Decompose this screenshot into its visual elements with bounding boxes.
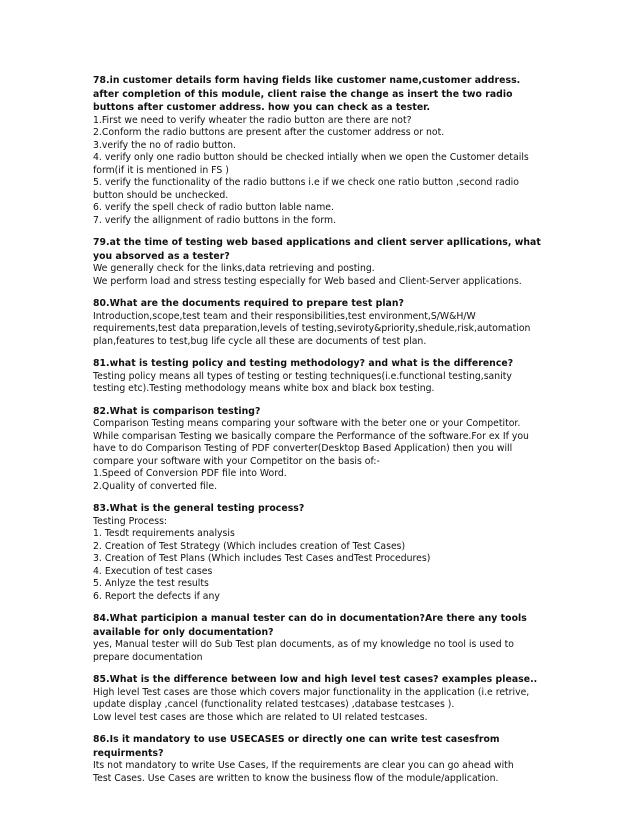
question-heading xyxy=(93,357,553,371)
answer-line: yes, Manual tester will do Sub Test plan documents, as of my knowledge no tool is used to xyxy=(93,639,514,650)
answer-line: update display ,cancel (functionality related testcases) ,database testcases ). xyxy=(93,699,455,710)
answer-line: 2.Quality of converted file. xyxy=(93,480,218,492)
answer-line: 3.verify the no of radio button. xyxy=(93,139,236,151)
answer-line: form(if it is mentioned in FS ) xyxy=(93,164,229,176)
question-line: 84.What participion a manual tester can do in documentation?Are there any tools xyxy=(93,613,527,624)
answer-line: 1. Tesdt requirements analysis xyxy=(93,528,235,539)
answer-line: plan,features to test,bug life cycle all these are documents of test plan. xyxy=(93,335,427,347)
question-line: 85.What is the difference between low and high level test cases? examples please.. xyxy=(93,674,538,685)
answer-line: 1.Speed of Conversion PDF file into Word. xyxy=(93,468,287,479)
question-line: requirments? xyxy=(93,747,164,759)
question-line: available for only documentation? xyxy=(93,626,274,638)
qa-block-83 xyxy=(93,502,553,603)
question-line: 80.What are the documents required to prepare test plan? xyxy=(93,298,404,309)
answer-text xyxy=(93,115,553,228)
answer-line: 6. verify the spell check of radio button lable name. xyxy=(93,202,334,213)
qa-block-78 xyxy=(93,74,553,227)
document-page xyxy=(93,74,553,794)
answer-line: 5. verify the functionality of the radio buttons i.e if we check one ratio button ,second radio xyxy=(93,177,519,188)
answer-text xyxy=(93,263,553,288)
question-line: 83.What is the general testing process? xyxy=(93,503,305,514)
question-heading xyxy=(93,733,553,760)
qa-block-86 xyxy=(93,733,553,785)
answer-line: 4. Execution of test cases xyxy=(93,565,213,577)
question-line: 82.What is comparison testing? xyxy=(93,405,261,417)
qa-block-79 xyxy=(93,236,553,288)
answer-line: have to do Comparison Testing of PDF converter(Desktop Based Application) then you will xyxy=(93,443,513,454)
answer-line: We perform load and stress testing especially for Web based and Client-Server applications. xyxy=(93,275,522,287)
qa-block-82 xyxy=(93,405,553,494)
answer-line: While comparisan Testing we basically compare the Performance of the software.For ex If you xyxy=(93,430,529,442)
answer-text xyxy=(93,371,553,396)
answer-text xyxy=(93,516,553,604)
answer-line: 3. Creation of Test Plans (Which includes Test Cases andTest Procedures) xyxy=(93,553,431,564)
question-line: 86.Is it mandatory to use USECASES or directly one can write test casesfrom xyxy=(93,734,500,745)
answer-text xyxy=(93,418,553,493)
answer-line: 6. Report the defects if any xyxy=(93,590,220,602)
answer-line: compare your software with your Competitor on the basis of:- xyxy=(93,455,380,467)
question-heading xyxy=(93,405,553,419)
answer-line: We generally check for the links,data retrieving and posting. xyxy=(93,263,375,274)
question-line: 78.in customer details form having fields like customer name,customer address. xyxy=(93,75,521,86)
answer-line: testing etc).Testing methodology means white box and black box testing. xyxy=(93,383,435,394)
answer-line: 4. verify only one radio button should be checked intially when we open the Customer details xyxy=(93,152,529,163)
qa-block-85 xyxy=(93,673,553,724)
answer-line: prepare documentation xyxy=(93,651,203,663)
answer-line: requirements,test data preparation,levels of testing,seviroty&priority,shedule,risk,automation xyxy=(93,323,531,334)
qa-block-84 xyxy=(93,612,553,664)
answer-line: Testing policy means all types of testing or testing techniques(i.e.functional testing,sanity xyxy=(93,370,512,382)
answer-line: 1.First we need to verify wheater the radio button are there are not? xyxy=(93,114,412,126)
answer-text xyxy=(93,311,553,349)
answer-line: Its not mandatory to write Use Cases, If the requirements are clear you can go ahead with xyxy=(93,760,514,771)
question-heading xyxy=(93,673,553,687)
question-line: you absorved as a tester? xyxy=(93,250,230,262)
answer-text xyxy=(93,687,553,725)
answer-line: 2. Creation of Test Strategy (Which includes creation of Test Cases) xyxy=(93,540,406,552)
answer-line: High level Test cases are those which covers major functionality in the application (i.e retrive, xyxy=(93,686,530,698)
answer-line: Introduction,scope,test team and their responsibilities,test environment,S/W&H/W xyxy=(93,310,476,322)
answer-text xyxy=(93,760,553,785)
answer-line: Test Cases. Use Cases are written to know the business flow of the module/application. xyxy=(93,772,499,784)
answer-line: Comparison Testing means comparing your software with the beter one or your Competitor. xyxy=(93,418,521,429)
answer-line: button should be unchecked. xyxy=(93,189,229,201)
question-heading xyxy=(93,612,553,639)
answer-line: 5. Anlyze the test results xyxy=(93,578,209,589)
question-heading xyxy=(93,502,553,516)
question-line: 81.what is testing policy and testing methodology? and what is the difference? xyxy=(93,358,514,369)
answer-line: 7. verify the allignment of radio buttons in the form. xyxy=(93,214,337,226)
answer-text xyxy=(93,639,553,664)
qa-block-80 xyxy=(93,297,553,348)
question-heading xyxy=(93,74,553,115)
question-line: buttons after customer address. how you can check as a tester. xyxy=(93,102,431,113)
question-heading xyxy=(93,236,553,263)
question-heading xyxy=(93,297,553,311)
answer-line: Testing Process: xyxy=(93,515,168,527)
answer-line: 2.Conform the radio buttons are present after the customer address or not. xyxy=(93,127,445,138)
question-line: after completion of this module, client raise the change as insert the two radio xyxy=(93,88,513,100)
qa-block-81 xyxy=(93,357,553,396)
question-line: 79.at the time of testing web based applications and client server apllications, what xyxy=(93,237,541,248)
answer-line: Low level test cases are those which are related to UI related testcases. xyxy=(93,711,428,723)
